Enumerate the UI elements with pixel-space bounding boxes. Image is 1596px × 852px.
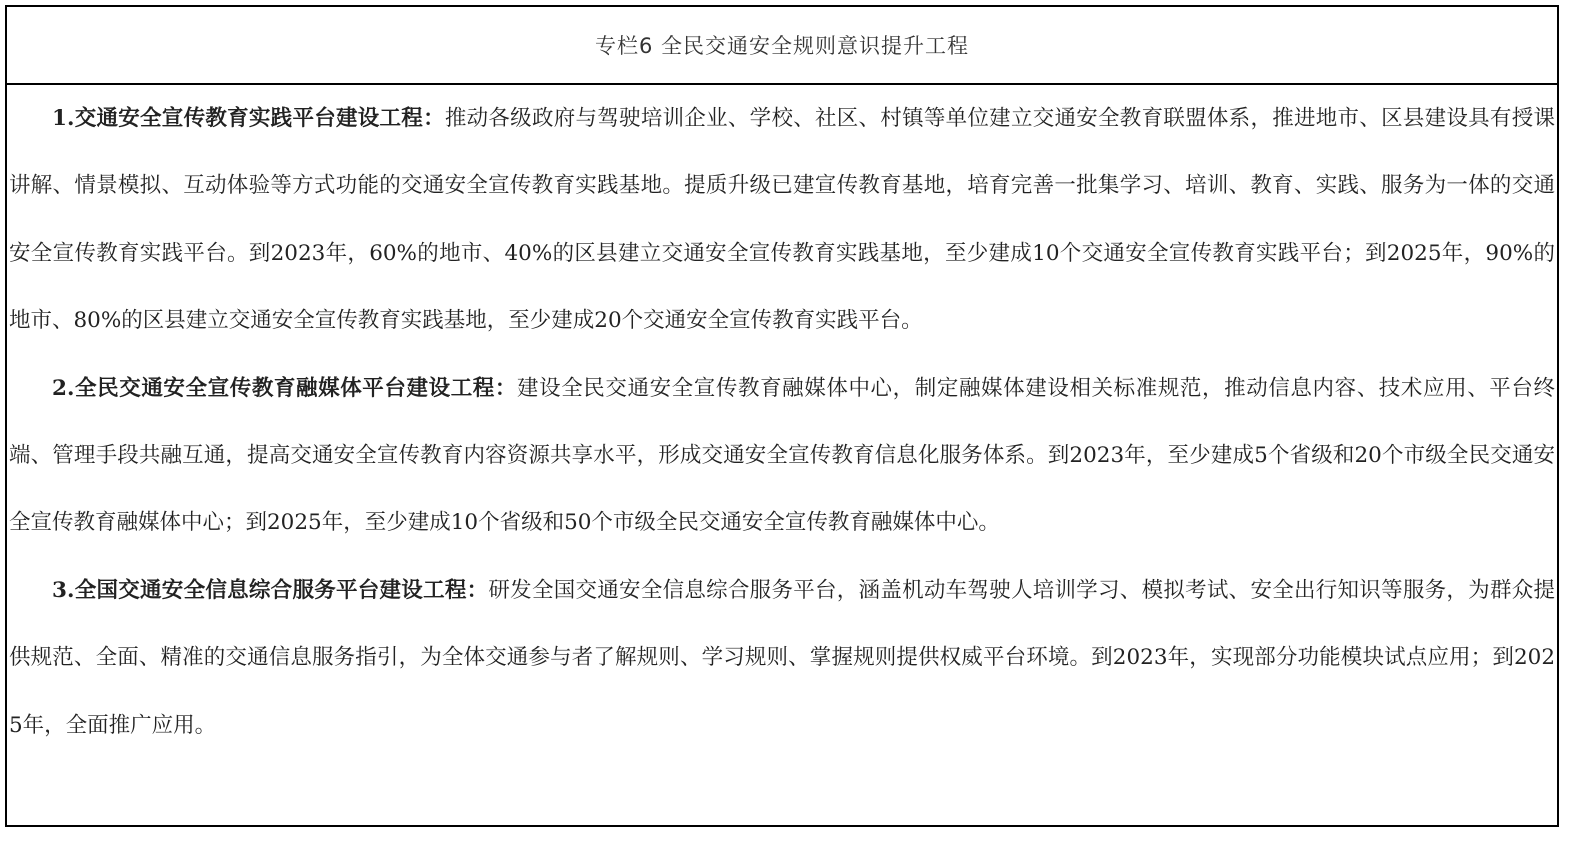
paragraph-3 xyxy=(9,557,1555,759)
column-box xyxy=(5,5,1559,827)
paragraph-text: 建设全民交通安全宣传教育融媒体中心，制定融媒体建设相关标准规范，推动信息内容、技术应用、平台终端、管理手段共融互通，提高交通安全宣传教育内容资源共享水平，形成交通安全宣传教育信息化服务体系。到2023年，至少建成5个省级和20个市级全民交通安全宣传教育融媒体中心；到2025年，至少建成10个省级和50个市级全民交通安全宣传教育融媒体中心。 xyxy=(9,375,1555,536)
paragraph-text: 推动各级政府与驾驶培训企业、学校、社区、村镇等单位建立交通安全教育联盟体系，推进地市、区县建设具有授课讲解、情景模拟、互动体验等方式功能的交通安全宣传教育实践基地。提质升级已建宣传教育基地，培育完善一批集学习、培训、教育、实践、服务为一体的交通安全宣传教育实践平台。到2023年，60%的地市、40%的区县建立交通安全宣传教育实践基地，至少建成10个交通安全宣传教育实践平台；到2025年，90%的地市、80%的区县建立交通安全宣传教育实践基地，至少建成20个交通安全宣传教育实践平台。 xyxy=(9,106,1555,334)
box-header xyxy=(7,7,1557,85)
box-body xyxy=(7,85,1557,759)
paragraph-text: 研发全国交通安全信息综合服务平台，涵盖机动车驾驶人培训学习、模拟考试、安全出行知识等服务，为群众提供规范、全面、精准的交通信息服务指引，为全体交通参与者了解规则、学习规则、掌握规则提供权威平台环境。到2023年，实现部分功能模块试点应用；到2025年，全面推广应用。 xyxy=(9,577,1555,738)
paragraph-2 xyxy=(9,355,1555,557)
paragraph-1 xyxy=(9,85,1555,355)
paragraph-lead: 2.全民交通安全宣传教育融媒体平台建设工程： xyxy=(52,375,517,401)
box-title: 专栏6 全民交通安全规则意识提升工程 xyxy=(594,34,970,58)
paragraph-lead: 1.交通安全宣传教育实践平台建设工程： xyxy=(52,106,445,131)
paragraph-lead: 3.全国交通安全信息综合服务平台建设工程： xyxy=(52,577,489,603)
